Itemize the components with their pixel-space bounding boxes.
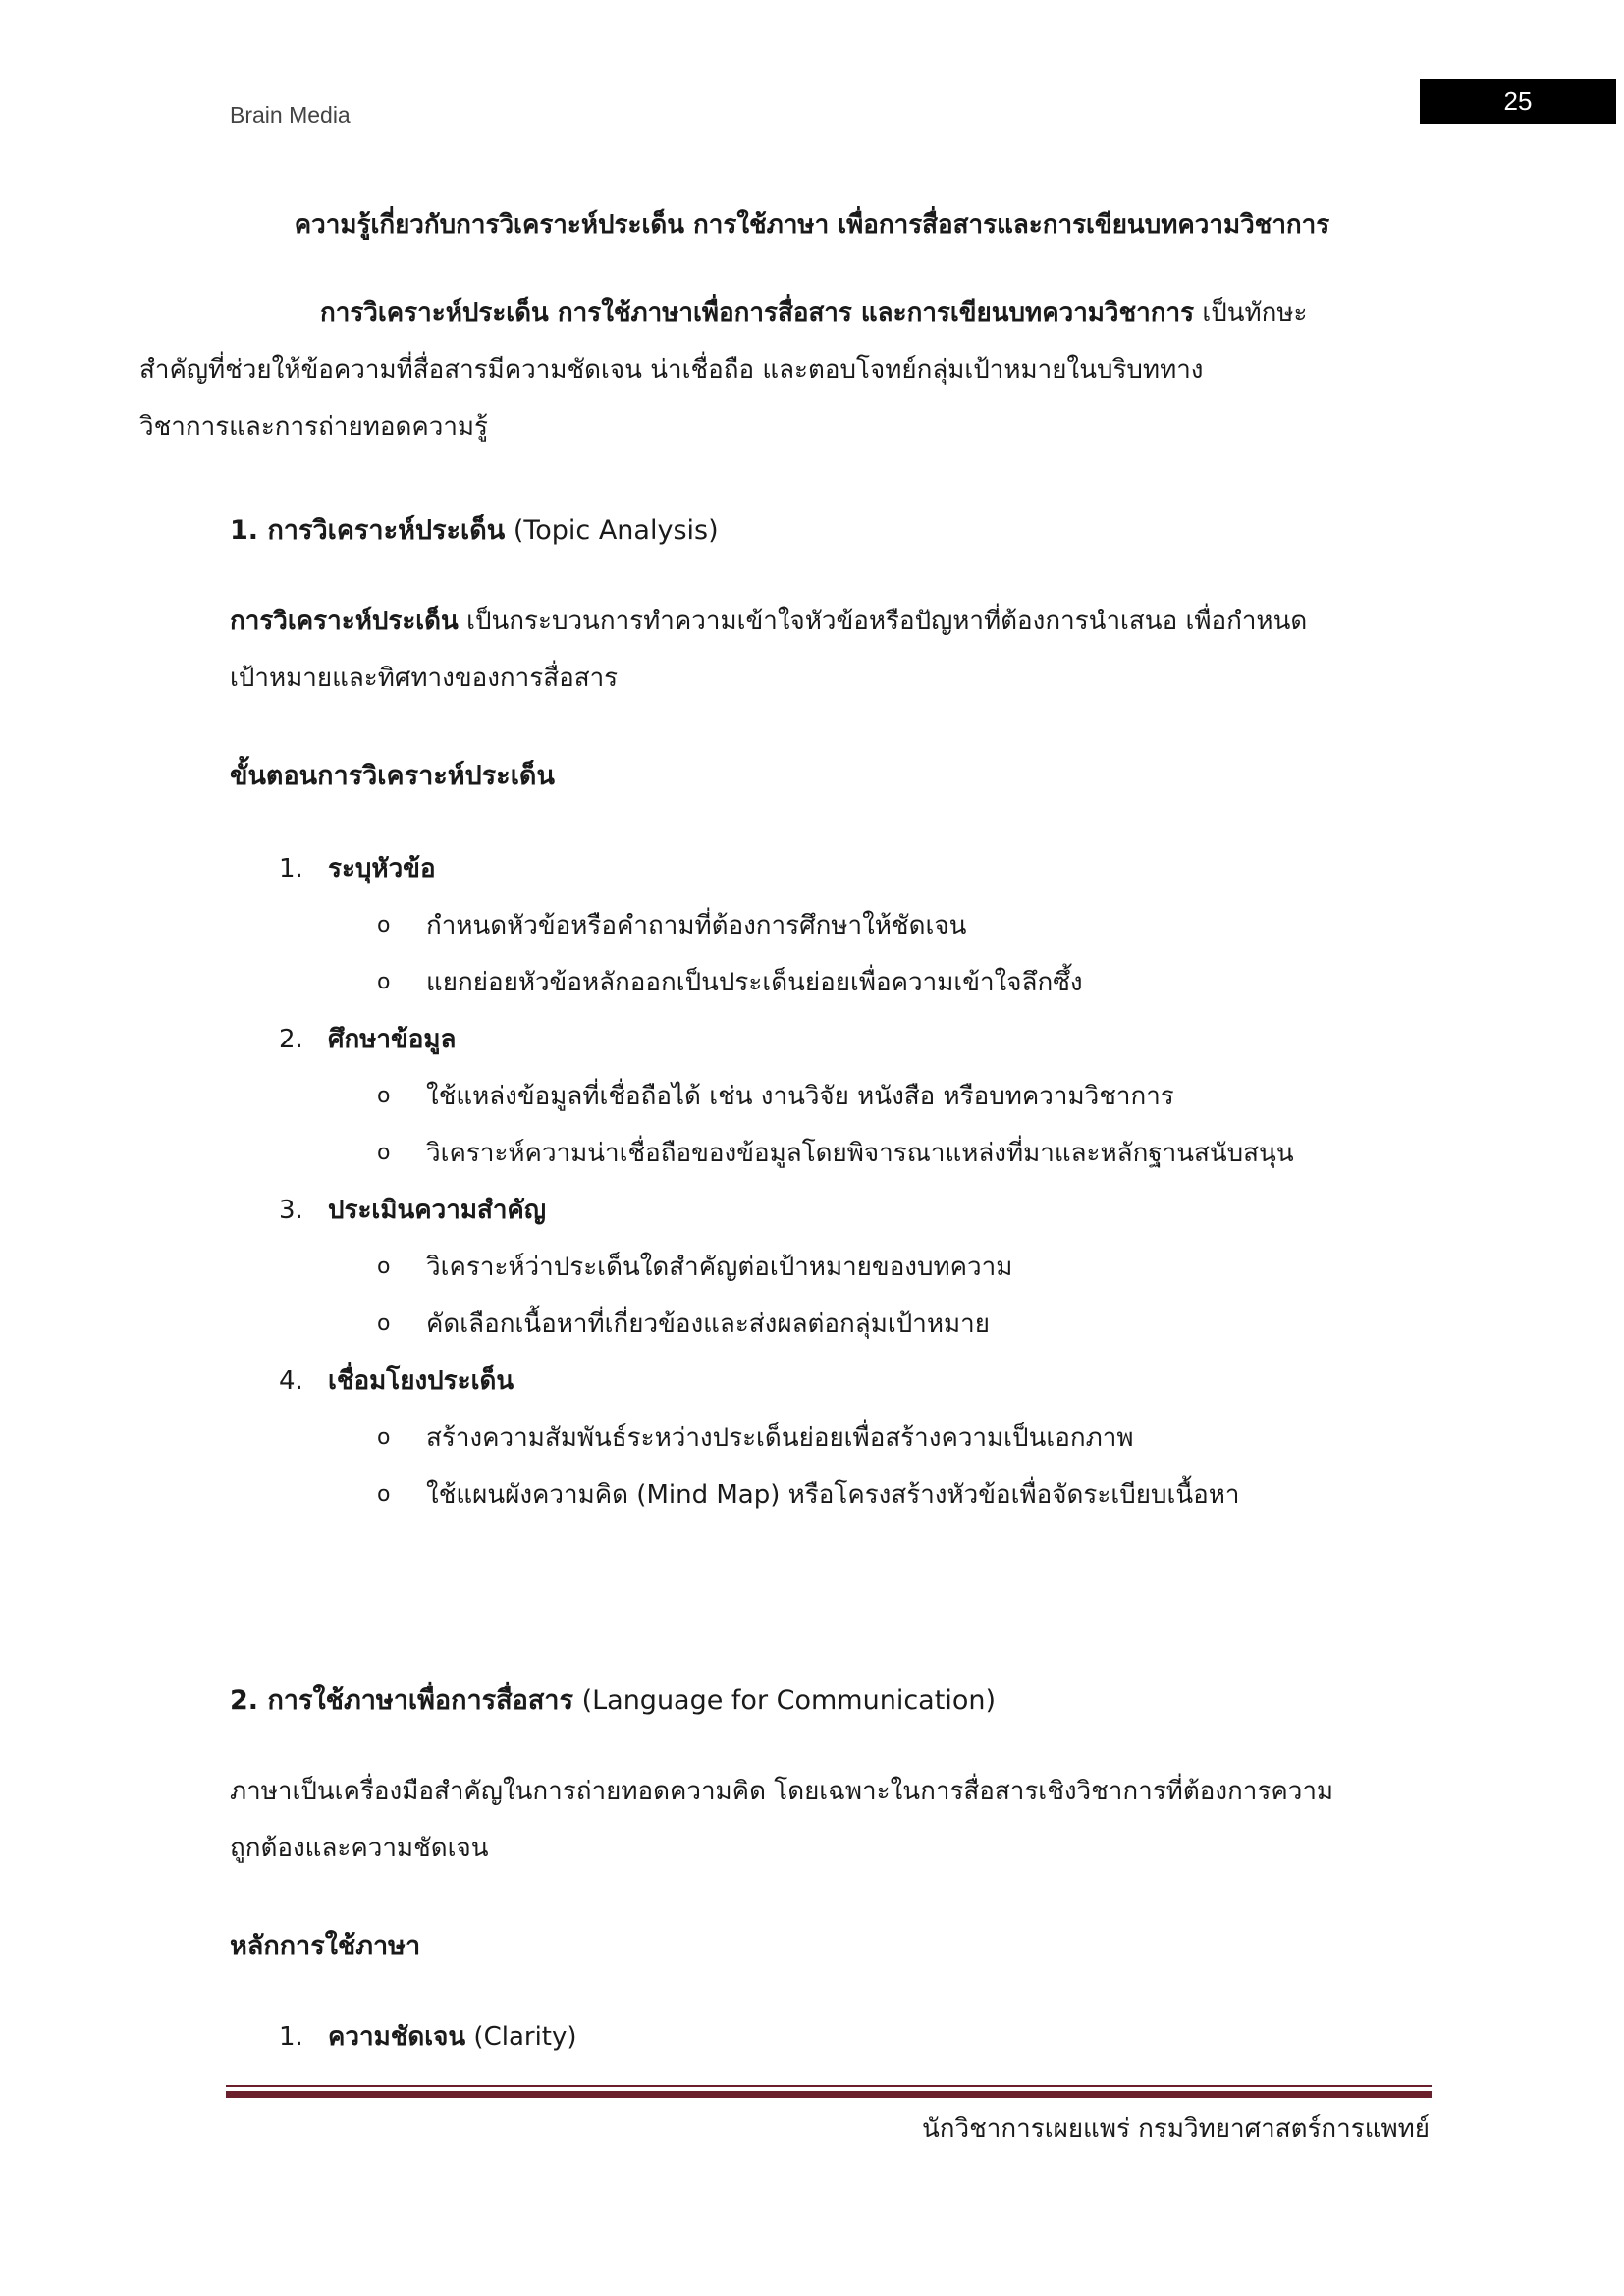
intro-line2: สำคัญที่ช่วยให้ข้อความที่สื่อสารมีความชัดเจน น่าเชื่อถือ และตอบโจทย์กลุ่มเป้าหมายในบริบททาง: [139, 355, 1204, 385]
section1-def-line1: เป็นกระบวนการทำความเข้าใจหัวข้อหรือปัญหาที่ต้องการนำเสนอ เพื่อกำหนด: [458, 607, 1308, 636]
bullet-text: วิเคราะห์ความน่าเชื่อถือของข้อมูลโดยพิจารณาแหล่งที่มาและหลักฐานสนับสนุน: [426, 1139, 1294, 1168]
document-title: ความรู้เกี่ยวกับการวิเคราะห์ประเด็น การใช้ภาษา เพื่อการสื่อสารและการเขียนบทความวิชาการ: [294, 210, 1330, 240]
step-number: 4.: [279, 1366, 303, 1396]
principle-label: ความชัดเจน: [328, 2022, 466, 2052]
steps-heading: ขั้นตอนการวิเคราะห์ประเด็น: [230, 761, 555, 791]
intro-line3: วิชาการและการถ่ายทอดความรู้: [139, 412, 489, 442]
section2-para-line1: ภาษาเป็นเครื่องมือสำคัญในการถ่ายทอดความคิด โดยเฉพาะในการสื่อสารเชิงวิชาการที่ต้องการความ: [230, 1777, 1334, 1806]
step-bullet: [279, 1467, 1398, 1523]
bullet-text: สร้างความสัมพันธ์ระหว่างประเด็นย่อยเพื่อสร้างความเป็นเอกภาพ: [426, 1423, 1134, 1453]
bullet-mark: o: [377, 1482, 391, 1507]
footer-text: นักวิชาการเผยแพร่ กรมวิทยาศาสตร์การแพทย์: [922, 2114, 1430, 2144]
step-item: [279, 1011, 1398, 1068]
step-item: [279, 840, 1398, 897]
principles-heading: หลักการใช้ภาษา: [230, 1931, 421, 1961]
step-label: ศึกษาข้อมูล: [328, 1025, 457, 1054]
principles-list: [279, 2008, 1398, 2065]
step-label: เชื่อมโยงประเด็น: [328, 1366, 514, 1396]
step-bullet: [279, 954, 1398, 1011]
page-number-box: [1420, 79, 1616, 124]
section1-heading: [230, 508, 719, 551]
bullet-text: วิเคราะห์ว่าประเด็นใดสำคัญต่อเป้าหมายของบทความ: [426, 1253, 1013, 1282]
bullet-mark: o: [377, 1311, 391, 1336]
page-number: 25: [1503, 85, 1533, 116]
intro-paragraph: [139, 285, 1394, 455]
principle-label-en: (Clarity): [465, 2022, 577, 2052]
step-number: 3.: [279, 1196, 303, 1225]
step-bullet: [279, 1239, 1398, 1296]
footer-rule-thick: [226, 2091, 1432, 2098]
bullet-mark: o: [377, 1141, 391, 1165]
section1-heading-en: (Topic Analysis): [505, 515, 719, 546]
step-number: 2.: [279, 1025, 303, 1054]
bullet-mark: o: [377, 970, 391, 994]
intro-bold-lead: การวิเคราะห์ประเด็น การใช้ภาษาเพื่อการสื่อสาร และการเขียนบทความวิชาการ: [320, 298, 1195, 328]
step-item: [279, 1182, 1398, 1239]
section2-paragraph: [230, 1763, 1394, 1877]
bullet-text: คัดเลือกเนื้อหาที่เกี่ยวข้องและส่งผลต่อกลุ่มเป้าหมาย: [426, 1309, 990, 1339]
bullet-mark: o: [377, 1255, 391, 1279]
bullet-text: ใช้แผนผังความคิด (Mind Map) หรือโครงสร้างหัวข้อเพื่อจัดระเบียบเนื้อหา: [426, 1480, 1240, 1510]
section1-def-bold: การวิเคราะห์ประเด็น: [230, 607, 459, 636]
step-bullet: [279, 1125, 1398, 1182]
header-brand: Brain Media: [230, 102, 351, 128]
bullet-mark: o: [377, 1084, 391, 1108]
bullet-text: ใช้แหล่งข้อมูลที่เชื่อถือได้ เช่น งานวิจัย หนังสือ หรือบทความวิชาการ: [426, 1082, 1174, 1111]
bullet-text: กำหนดหัวข้อหรือคำถามที่ต้องการศึกษาให้ชัดเจน: [426, 911, 967, 940]
intro-line1-rest: เป็นทักษะ: [1194, 298, 1308, 328]
principle-number: 1.: [279, 2022, 303, 2052]
section2-para-line2: ถูกต้องและความชัดเจน: [230, 1834, 489, 1863]
section2-heading-en: (Language for Communication): [572, 1685, 996, 1716]
section1-heading-th: 1. การวิเคราะห์ประเด็น: [230, 515, 506, 546]
step-item: [279, 1353, 1398, 1410]
steps-list: [279, 840, 1398, 1523]
principle-item: [279, 2008, 1398, 2065]
section1-def-line2: เป้าหมายและทิศทางของการสื่อสาร: [230, 664, 619, 693]
footer-rule-thin: [226, 2085, 1432, 2087]
section1-definition: [230, 593, 1394, 707]
bullet-mark: o: [377, 913, 391, 937]
section2-heading-th: 2. การใช้ภาษาเพื่อการสื่อสาร: [230, 1685, 573, 1716]
section2-heading: [230, 1679, 996, 1721]
step-bullet: [279, 897, 1398, 954]
step-number: 1.: [279, 854, 303, 883]
bullet-mark: o: [377, 1425, 391, 1450]
step-bullet: [279, 1068, 1398, 1125]
step-bullet: [279, 1296, 1398, 1353]
step-label: ระบุหัวข้อ: [328, 854, 436, 883]
step-bullet: [279, 1410, 1398, 1467]
step-label: ประเมินความสำคัญ: [328, 1196, 546, 1225]
bullet-text: แยกย่อยหัวข้อหลักออกเป็นประเด็นย่อยเพื่อความเข้าใจลึกซึ้ง: [426, 968, 1083, 997]
